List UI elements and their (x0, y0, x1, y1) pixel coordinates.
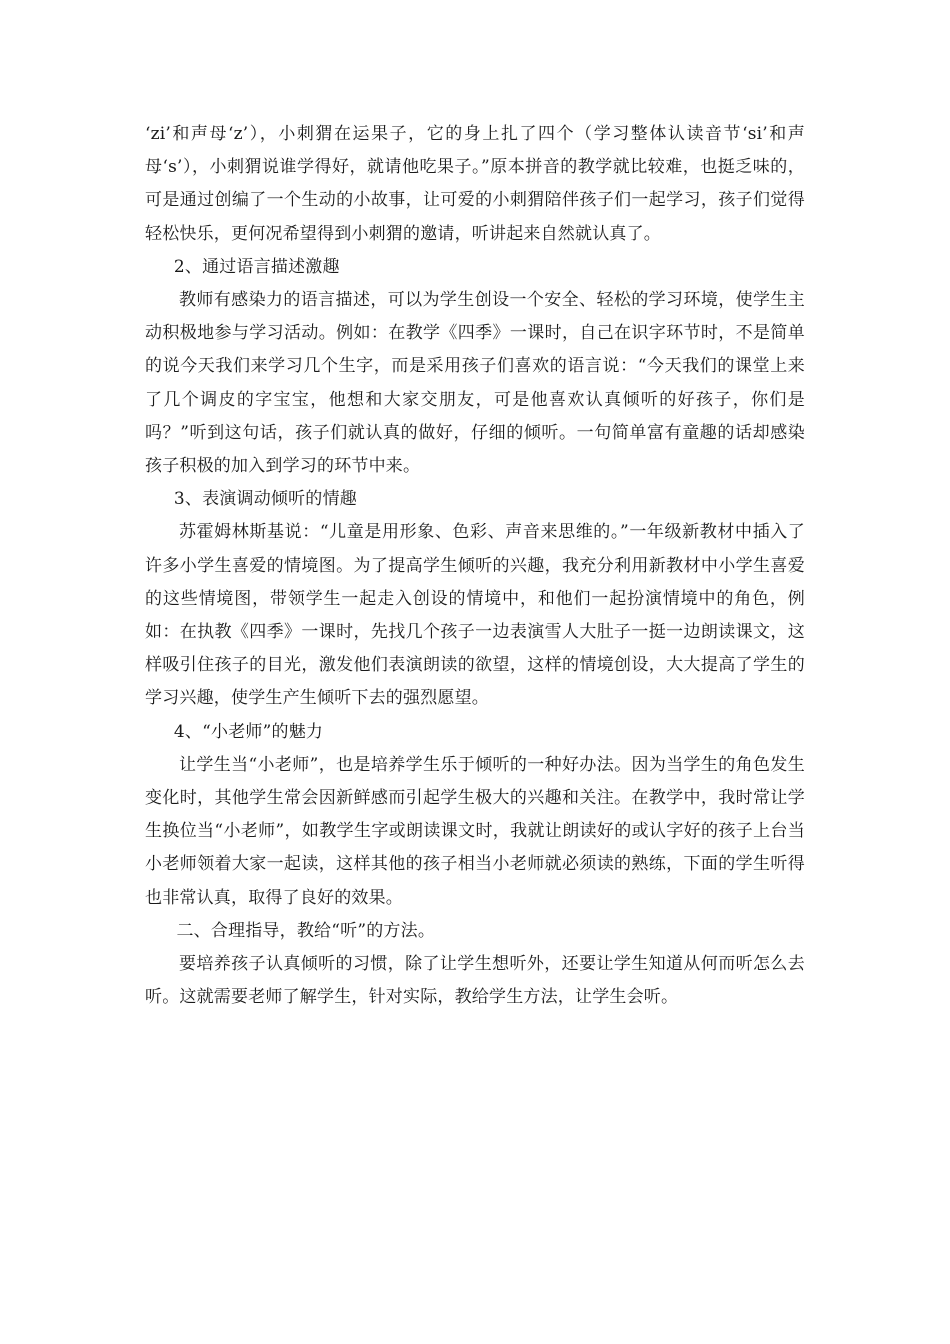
major-section-heading: 二、合理指导，教给“听”的方法。 (176, 920, 436, 941)
document-body (145, 118, 805, 1014)
section-heading: 4、“小老师”的魅力 (173, 721, 324, 742)
body-paragraph: 要培养孩子认真倾听的习惯，除了让学生想听外，还要让学生知道从何而听怎么去听。这就需要老师了解学生，针对实际，教给学生方法，让学生会听。 (145, 954, 805, 1008)
body-paragraph: 教师有感染力的语言描述，可以为学生创设一个安全、轻松的学习环境，使学生主动积极地参与学习活动。例如：在教学《四季》一课时，自己在识字环节时，不是简单的说今天我们来学习几个生字，而是采用孩子们喜欢的语言说：“今天我们的课堂上来了几个调皮的字宝宝，他想和大家交朋友，可是他喜欢认真倾听的好孩子，你们是吗？”听到这句话，孩子们就认真的做好，仔细的倾听。一句简单富有童趣的话却感染孩子积极的加入到学习的环节中来。 (145, 290, 805, 477)
body-paragraph: 苏霍姆林斯基说：“儿童是用形象、色彩、声音来思维的。”一年级新教材中插入了许多小学生喜爱的情境图。为了提高学生倾听的兴趣，我充分利用新教材中小学生喜爱的这些情境图，带领学生一起走入创设的情境中，和他们一起扮演情境中的角色，例如：在执教《四季》一课时，先找几个孩子一边表演雪人大肚子一挺一边朗读课文，这样吸引住孩子的目光，激发他们表演朗读的欲望，这样的情境创设，大大提高了学生的学习兴趣，使学生产生倾听下去的强烈愿望。 (145, 522, 805, 709)
section-heading: 3、表演调动倾听的情趣 (173, 489, 357, 510)
body-paragraph: 让学生当“小老师”，也是培养学生乐于倾听的一种好办法。因为当学生的角色发生变化时，其他学生常会因新鲜感而引起学生极大的兴趣和关注。在教学中，我时常让学生换位当“小老师”，如教学生字或朗读课文时，我就让朗读好的或认字好的孩子上台当小老师领着大家一起读，这样其他的孩子相当小老师就必须读的熟练，下面的学生听得也非常认真，取得了良好的效果。 (145, 754, 805, 908)
section-heading: 2、通过语言描述激趣 (173, 256, 340, 277)
body-paragraph: ‘zi’和声母‘z’），小刺猬在运果子，它的身上扎了四个（学习整体认读音节‘si’和声母‘s’），小刺猬说谁学得好，就请他吃果子。”原本拼音的教学就比较难，也挺乏味的，可是通过创编了一个生动的小故事，让可爱的小刺猬陪伴孩子们一起学习，孩子们觉得轻松快乐，更何况希望得到小刺猬的邀请，听讲起来自然就认真了。 (145, 124, 805, 244)
